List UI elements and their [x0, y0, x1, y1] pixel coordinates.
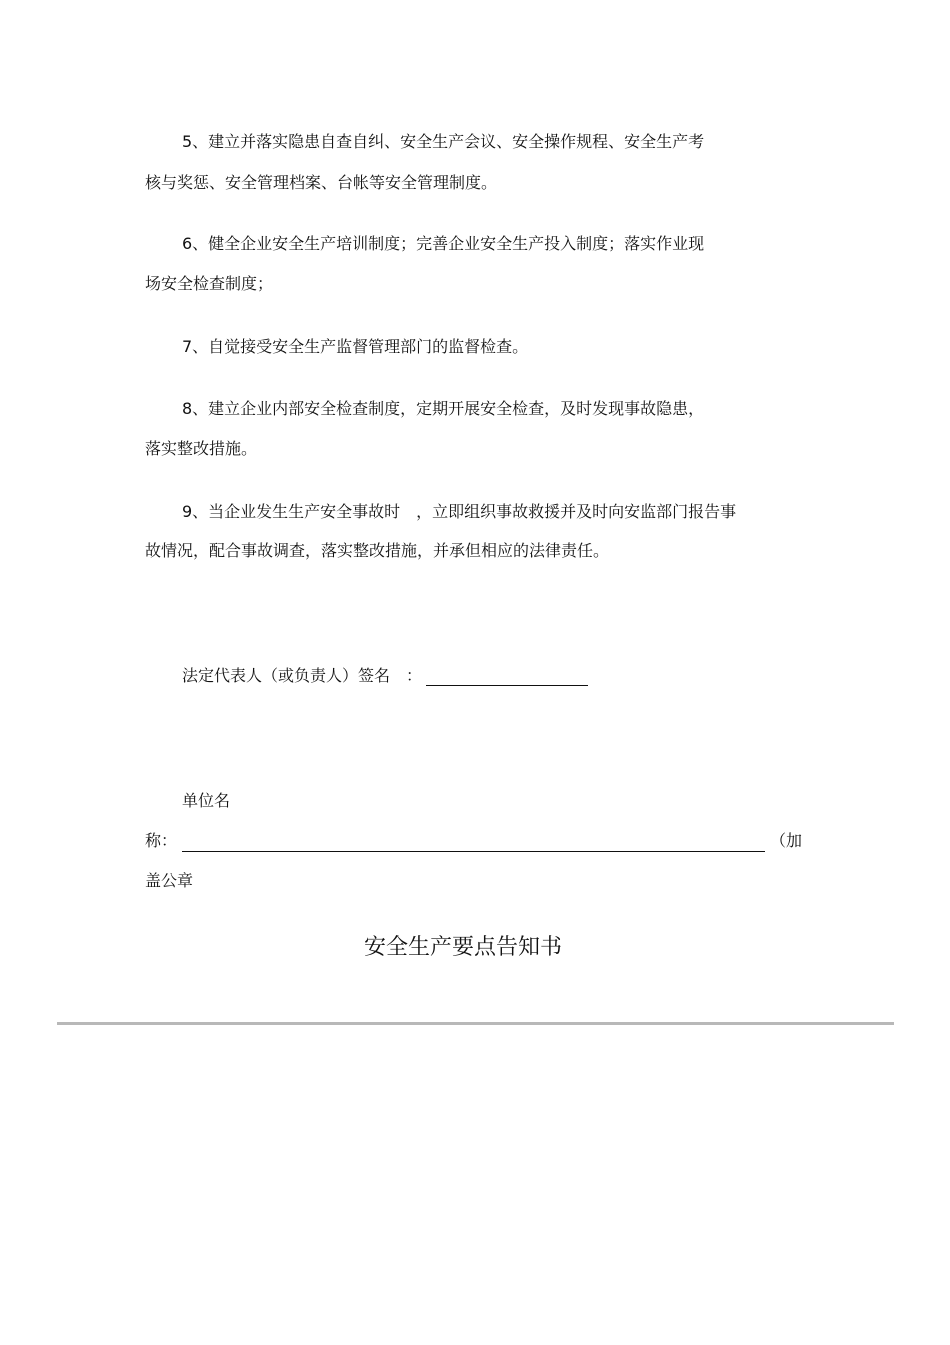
unit-suffix: （加 [770, 831, 803, 850]
unit-label-line-3: 盖公章 [145, 871, 194, 890]
unit-name-field[interactable] [182, 851, 765, 852]
item-5-line-2: 核与奖惩、安全管理档案、台帐等安全管理制度。 [145, 173, 498, 192]
item-8-line-1: 8、建立企业内部安全检查制度，定期开展安全检查，及时发现事故隐患， [182, 399, 705, 418]
unit-label-line-1: 单位名 [182, 791, 231, 810]
item-6-line-1: 6、健全企业安全生产培训制度；完善企业安全生产投入制度；落实作业现 [182, 234, 705, 253]
item-5-line-1: 5、建立并落实隐患自查自纠、安全生产会议、安全操作规程、安全生产考 [182, 132, 705, 151]
item-9-line-2: 故情况，配合事故调查，落实整改措施，并承但相应的法律责任。 [145, 541, 610, 560]
item-7-line-1: 7、自觉接受安全生产监督管理部门的监督检查。 [182, 337, 529, 356]
item-6-line-2: 场安全检查制度； [145, 274, 274, 293]
signature-line [182, 666, 588, 686]
next-page-title: 安全生产要点告知书 [363, 935, 562, 960]
item-8-line-2: 落实整改措施。 [145, 439, 258, 458]
signature-field[interactable] [426, 668, 588, 686]
signature-label: 法定代表人（或负责人）签名 ： [182, 666, 423, 685]
page-divider [57, 1022, 894, 1025]
item-9-line-1: 9、当企业发生生产安全事故时 ，立即组织事故救援并及时向安监部门报告事 [182, 502, 737, 521]
unit-label-line-2: 称： [145, 831, 178, 850]
